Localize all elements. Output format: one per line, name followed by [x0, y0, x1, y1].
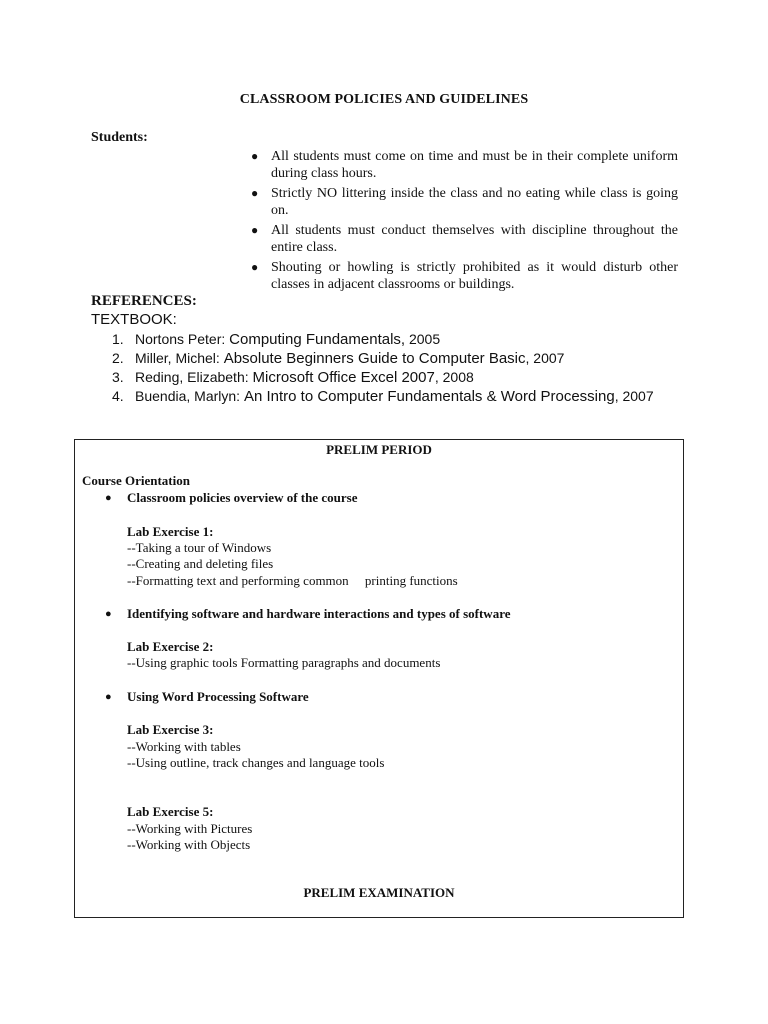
topic-heading: Identifying software and hardware interactions and types of software	[127, 606, 511, 621]
reference-author: Buendia, Marlyn:	[135, 388, 244, 404]
policy-text: All students must come on time and must be in their complete uniform during class hours.	[271, 149, 678, 181]
lab-exercise-heading: Lab Exercise 1:	[127, 524, 214, 539]
lab-exercise-item: --Formatting text and performing common printing functions	[127, 573, 458, 588]
references-heading: REFERENCES:	[91, 293, 197, 309]
reference-title: An Intro to Computer Fundamentals & Word Processing	[243, 388, 615, 405]
bullet-icon: ●	[105, 691, 112, 703]
bullet-icon: ●	[251, 260, 259, 274]
lab-exercise-item: --Taking a tour of Windows	[127, 540, 272, 555]
policy-list	[247, 148, 678, 296]
policy-item	[247, 259, 678, 293]
lab-exercise-item: --Creating and deleting files	[127, 556, 274, 571]
reference-item	[112, 387, 687, 406]
bullet-icon: ●	[105, 492, 112, 504]
reference-author: Nortons Peter:	[135, 331, 230, 347]
bullet-icon: ●	[251, 149, 259, 163]
reference-number: 2.	[112, 350, 124, 366]
prelim-period-heading: PRELIM PERIOD	[326, 442, 432, 457]
course-orientation-heading: Course Orientation	[82, 473, 190, 488]
bullet-icon: ●	[251, 223, 259, 237]
textbook-label: TEXTBOOK:	[91, 311, 177, 328]
reference-number: 3.	[112, 369, 124, 385]
reference-author: Reding, Elizabeth:	[135, 369, 253, 385]
reference-item	[112, 330, 687, 349]
prelim-period-box	[74, 439, 684, 918]
policy-text: Strictly NO littering inside the class and no eating while class is going on.	[271, 186, 678, 218]
lab-exercise-heading: Lab Exercise 2:	[127, 639, 214, 654]
policy-text: Shouting or howling is strictly prohibited as it would disturb other classes in adjacent classrooms or buildings.	[271, 260, 678, 292]
topic-heading: Classroom policies overview of the course	[127, 490, 358, 505]
lab-exercise-item: --Using outline, track changes and language tools	[127, 755, 385, 770]
reference-item	[112, 349, 687, 368]
lab-exercise-heading: Lab Exercise 3:	[127, 722, 214, 737]
page-title: CLASSROOM POLICIES AND GUIDELINES	[239, 92, 529, 107]
reference-year: , 2007	[525, 350, 565, 366]
reference-year: , 2008	[434, 369, 474, 385]
lab-exercise-heading: Lab Exercise 5:	[127, 804, 214, 819]
reference-title: Absolute Beginners Guide to Computer Basic	[223, 350, 526, 367]
reference-number: 1.	[112, 331, 124, 347]
policy-text: All students must conduct themselves with discipline throughout the entire class.	[271, 223, 678, 255]
reference-item	[112, 368, 687, 387]
students-heading: Students:	[91, 130, 148, 145]
policy-item	[247, 148, 678, 182]
topic-heading: Using Word Processing Software	[127, 689, 309, 704]
reference-year: 2005	[405, 331, 441, 347]
lab-exercise-item: --Using graphic tools Formatting paragraphs and documents	[127, 655, 441, 670]
policy-item	[247, 185, 678, 219]
bullet-icon: ●	[105, 608, 112, 620]
reference-list	[112, 330, 687, 406]
prelim-examination-heading: PRELIM EXAMINATION	[303, 885, 455, 900]
reference-number: 4.	[112, 388, 124, 404]
reference-author: Miller, Michel:	[135, 350, 224, 366]
reference-year: , 2007	[614, 388, 654, 404]
lab-exercise-item: --Working with Objects	[127, 837, 251, 852]
bullet-icon: ●	[251, 186, 259, 200]
policy-item	[247, 222, 678, 256]
reference-title: Computing Fundamentals,	[229, 331, 406, 348]
lab-exercise-item: --Working with Pictures	[127, 821, 253, 836]
reference-title: Microsoft Office Excel 2007	[252, 369, 435, 386]
lab-exercise-item: --Working with tables	[127, 739, 241, 754]
